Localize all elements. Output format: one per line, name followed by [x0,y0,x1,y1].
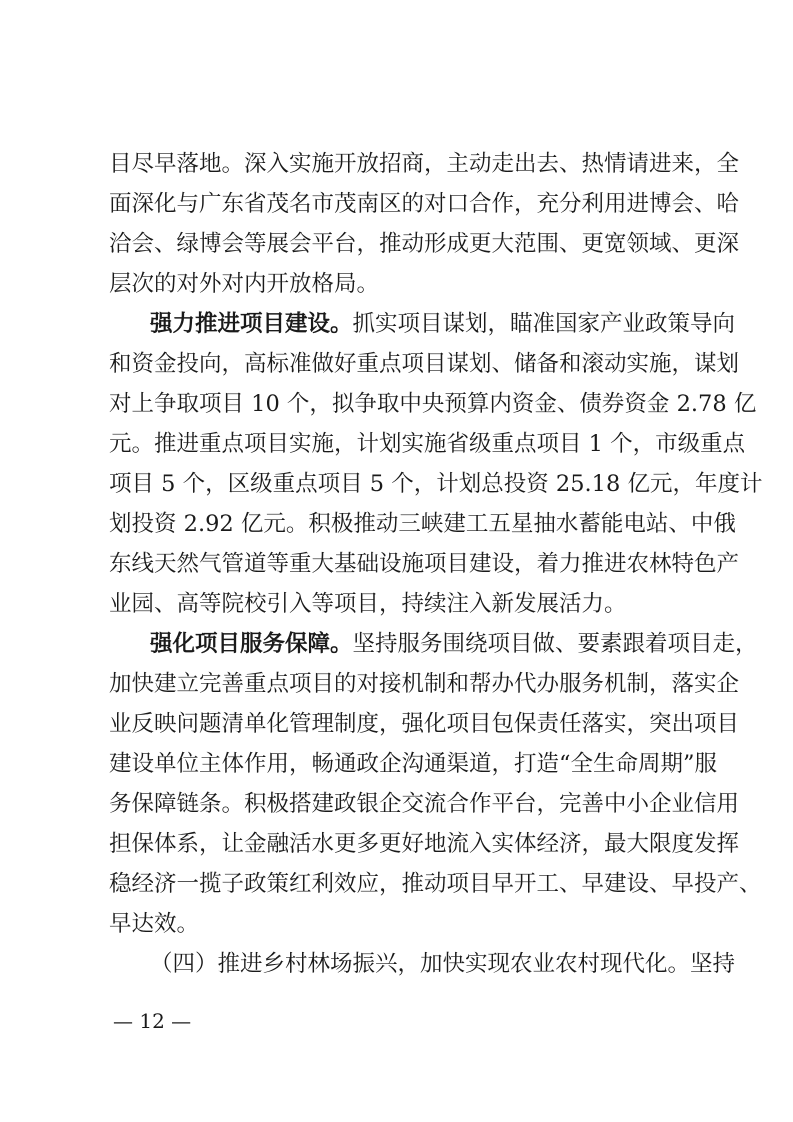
text-line: 项目 5 个，区级重点项目 5 个，计划总投资 25.18 亿元，年度计 [109,471,763,497]
text-line: 洽会、绿博会等展会平台，推动形成更大范围、更宽领域、更深 [109,231,740,257]
text-line: 划投资 2.92 亿元。积极推动三峡建工五星抽水蓄能电站、中俄 [109,511,736,537]
text-line: 目尽早落地。深入实施开放招商，主动走出去、热情请进来，全 [109,151,740,177]
section-heading: 强化项目服务保障。 [150,631,353,657]
paragraph-first-line [150,626,758,662]
text-line: 元。推进重点项目实施，计划实施省级重点项目 1 个，市级重点 [109,431,746,457]
paragraph-first-line [150,306,736,342]
text-line: 对上争取项目 10 个，拟争取中央预算内资金、债券资金 2.78 亿 [109,391,757,417]
section-heading-line: （四）推进乡村林场振兴，加快实现农业农村现代化。坚持 [150,951,736,977]
section-heading: 强力推进项目建设。 [150,311,353,337]
text-line: 加快建立完善重点项目的对接机制和帮办代办服务机制，落实企 [109,671,740,697]
text-line: 建设单位主体作用，畅通政企沟通渠道，打造“全生命周期”服 [109,751,718,777]
text-line: 业反映问题清单化管理制度，强化项目包保责任落实，突出项目 [109,711,740,737]
text-line: 业园、高等院校引入等项目，持续注入新发展活力。 [109,591,627,617]
text-line: 早达效。 [109,911,200,937]
text-line: 担保体系，让金融活水更多更好地流入实体经济，最大限度发挥 [109,831,740,857]
text-line: 和资金投向，高标准做好重点项目谋划、储备和滚动实施，谋划 [109,351,740,377]
text-run: 抓实项目谋划，瞄准国家产业政策导向 [352,311,736,337]
text-line: 层次的对外对内开放格局。 [109,271,380,297]
text-line: 务保障链条。积极搭建政银企交流合作平台，完善中小企业信用 [109,791,740,817]
text-line: 面深化与广东省茂名市茂南区的对口合作，充分利用进博会、哈 [109,191,740,217]
text-line: 稳经济一揽子政策红利效应，推动项目早开工、早建设、早投产、 [109,871,762,897]
page-number: — 12 — [113,1009,192,1033]
text-run: 坚持服务围绕项目做、要素跟着项目走， [352,631,758,657]
text-line: 东线天然气管道等重大基础设施项目建设，着力推进农林特色产 [109,551,740,577]
